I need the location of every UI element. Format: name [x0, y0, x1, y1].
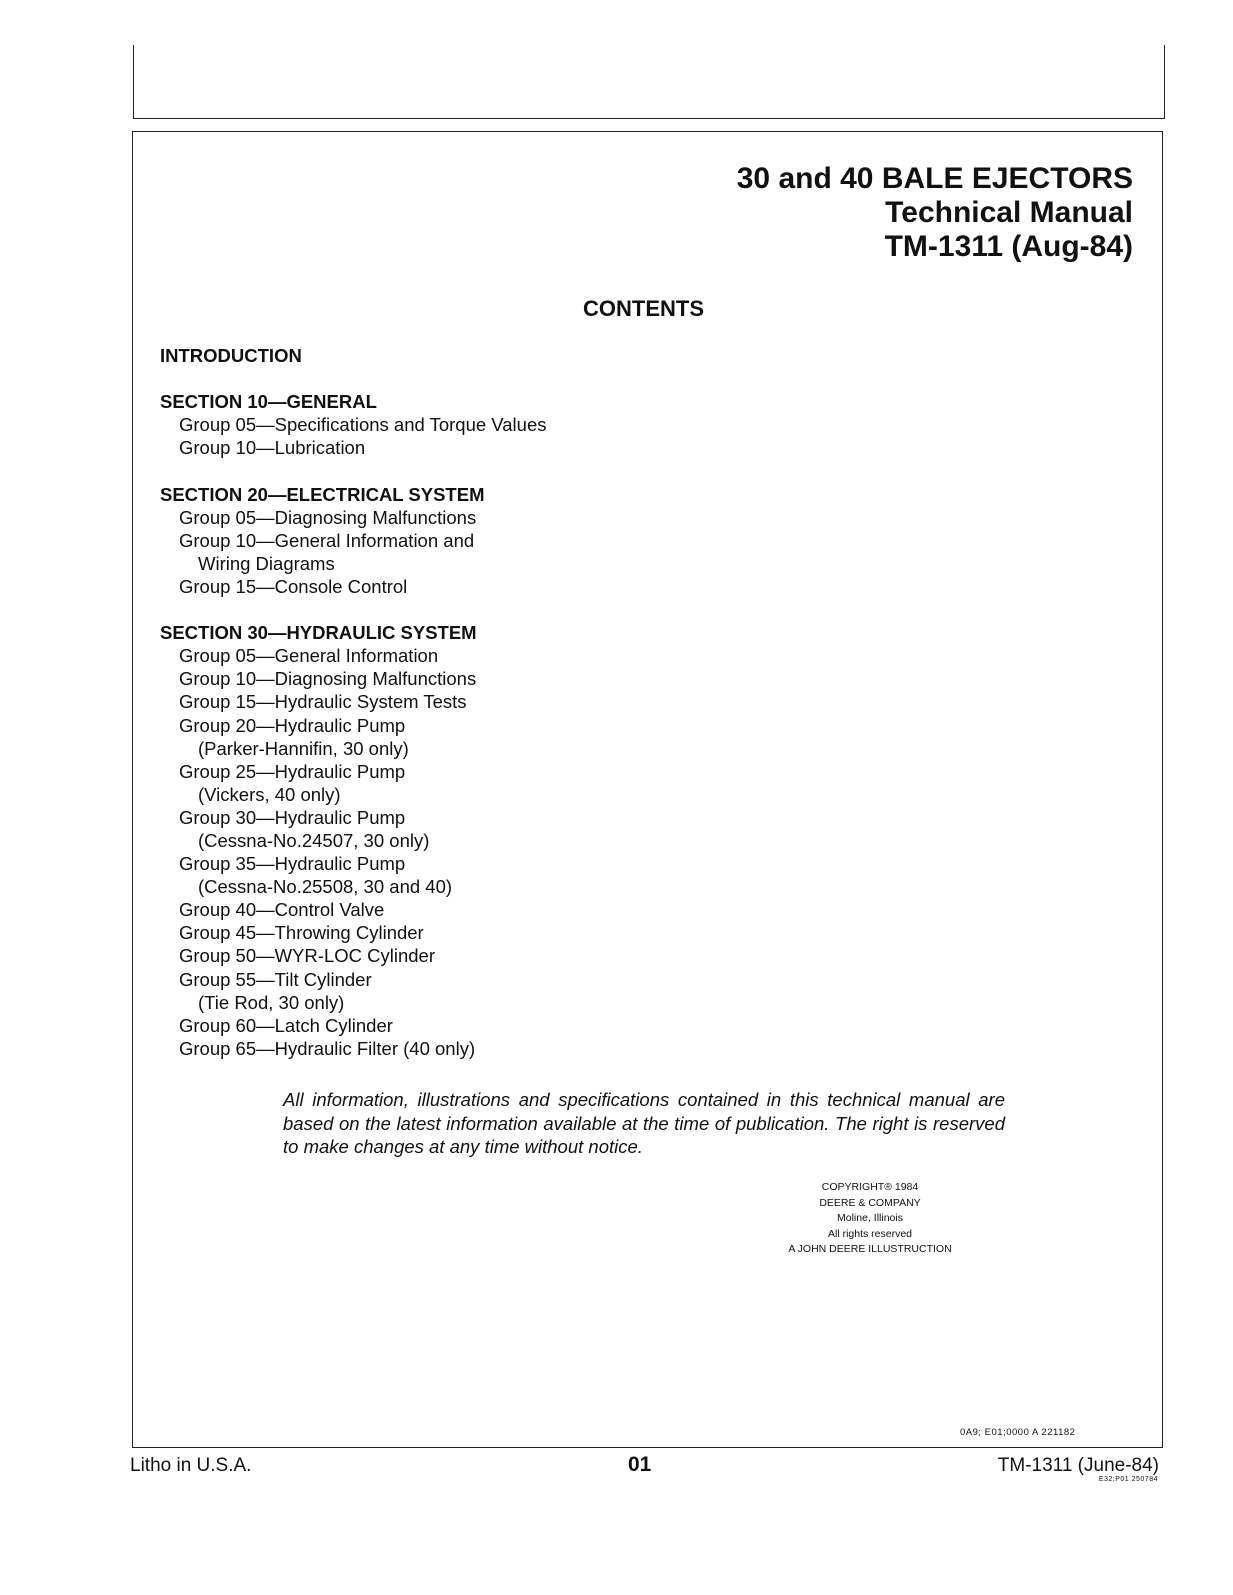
toc-section-30 — [160, 621, 547, 1060]
toc-entry: Group 60—Latch Cylinder — [179, 1014, 393, 1036]
toc-section-20 — [160, 483, 547, 598]
title-line-2: Technical Manual — [885, 196, 1133, 229]
contents-heading: CONTENTS — [583, 296, 704, 321]
toc-entry-continuation: (Cessna-No.25508, 30 and 40) — [198, 876, 453, 898]
footer-litho: Litho in U.S.A. — [130, 1455, 252, 1476]
toc-entry: Group 35—Hydraulic Pump — [179, 853, 406, 875]
illustruction-credit: A JOHN DEERE ILLUSTRUCTION — [788, 1243, 952, 1255]
title-line-1: 30 and 40 BALE EJECTORS — [736, 162, 1133, 195]
toc-entry: Group 05—Specifications and Torque Values — [179, 414, 547, 436]
copyright-line: COPYRIGHT® 1984 — [821, 1181, 919, 1193]
top-frame — [133, 45, 1165, 119]
table-of-contents — [160, 344, 547, 1083]
toc-entry-continuation: (Tie Rod, 30 only) — [198, 991, 345, 1013]
toc-entry: Group 05—General Information — [179, 645, 439, 667]
toc-entry-continuation: Wiring Diagrams — [198, 552, 335, 574]
document-code: 0A9; E01;0000 A 221182 — [960, 1427, 1076, 1438]
toc-entry: Group 65—Hydraulic Filter (40 only) — [179, 1037, 476, 1059]
disclaimer-notice: All information, illustrations and specifications contained in this technical manual are based on the latest information available at the time of publication. The right is reserved to make changes at any time without notice. — [283, 1089, 1005, 1157]
footer-code: E32;P01 250784 — [1098, 1476, 1158, 1483]
section-title: SECTION 30—HYDRAULIC SYSTEM — [160, 622, 477, 644]
toc-entry: Group 15—Console Control — [179, 575, 408, 597]
page-number: 01 — [628, 1453, 652, 1476]
toc-entry: Group 20—Hydraulic Pump — [179, 714, 406, 736]
toc-entry-continuation: (Parker-Hannifin, 30 only) — [198, 737, 409, 759]
toc-entry: Group 50—WYR-LOC Cylinder — [179, 945, 435, 967]
toc-entry-continuation: (Vickers, 40 only) — [198, 783, 341, 805]
toc-entry: Group 10—Diagnosing Malfunctions — [179, 668, 477, 690]
footer-manual-id: TM-1311 (June-84) — [997, 1455, 1159, 1476]
toc-entry: Group 10—General Information and — [179, 529, 475, 551]
section-title: SECTION 10—GENERAL — [160, 391, 377, 413]
rights-reserved: All rights reserved — [827, 1227, 913, 1240]
toc-entry: Group 40—Control Valve — [179, 899, 385, 921]
toc-entry: Group 30—Hydraulic Pump — [179, 806, 406, 828]
toc-introduction — [160, 344, 547, 367]
toc-entry: Group 15—Hydraulic System Tests — [179, 691, 467, 713]
title-line-3: TM-1311 (Aug-84) — [884, 230, 1133, 263]
toc-entry: Group 10—Lubrication — [179, 437, 366, 459]
toc-entry: Group 25—Hydraulic Pump — [179, 760, 406, 782]
copyright-block — [770, 1180, 970, 1258]
company-location: Moline, Illinois — [837, 1212, 903, 1224]
toc-section-10 — [160, 390, 547, 459]
document-title — [737, 162, 1133, 264]
toc-entry: Group 55—Tilt Cylinder — [179, 968, 372, 990]
section-title: SECTION 20—ELECTRICAL SYSTEM — [160, 483, 485, 505]
toc-entry: Group 05—Diagnosing Malfunctions — [179, 506, 477, 528]
toc-entry: Group 45—Throwing Cylinder — [179, 922, 424, 944]
company-name: DEERE & COMPANY — [819, 1196, 921, 1209]
introduction-title: INTRODUCTION — [160, 345, 302, 366]
toc-entry-continuation: (Cessna-No.24507, 30 only) — [198, 829, 430, 851]
